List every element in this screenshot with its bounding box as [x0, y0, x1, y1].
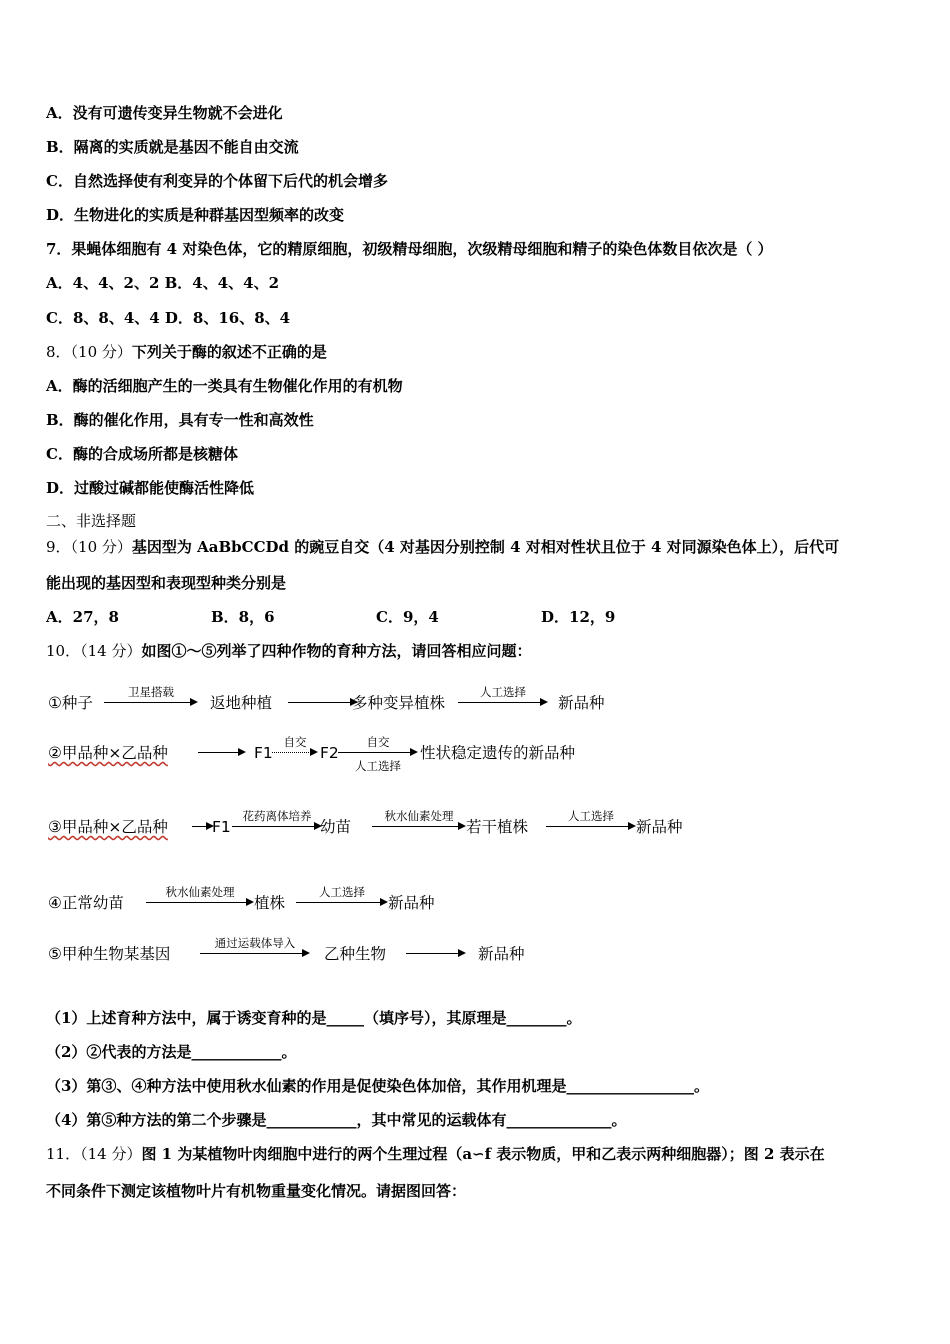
q8-option-b: B．酶的催化作用，具有专一性和高效性: [46, 411, 314, 429]
row1-node-variants: 多种变异植株: [352, 694, 446, 712]
row1-node-replant: 返地种植: [210, 694, 273, 712]
row5-node-gene: ⑤甲种生物某基因: [48, 945, 171, 963]
row4-node-seedling: ④正常幼苗: [48, 894, 124, 912]
row3-node-f1: F1: [212, 818, 231, 836]
row2-node-f2: F2: [320, 744, 339, 762]
q10-sub4: （4）第⑤种方法的第二个步骤是____________，其中常见的运载体有______________。: [46, 1111, 627, 1129]
q9-option-d: D．12，9: [541, 608, 616, 626]
q10-sub2: （2）②代表的方法是____________。: [46, 1043, 297, 1061]
row1-arrow-2: [288, 702, 358, 703]
row1-arrow-1: 卫星搭载: [104, 702, 198, 703]
q9-stem-line1: 基因型为 AaBbCCDd 的豌豆自交（4 对基因分别控制 4 对相对性状且位于 4 对同源染色体上），后代可: [131, 538, 840, 556]
q8-option-c: C．酶的合成场所都是核糖体: [46, 445, 238, 463]
row2-arrow-3: 自交 人工选择: [338, 752, 418, 753]
row2-node-stable-variety: 性状稳定遗传的新品种: [420, 744, 576, 762]
q10-stem: 如图①～⑤列举了四种作物的育种方法，请回答相应问题：: [141, 642, 532, 660]
q9-option-c: C．9，4: [376, 608, 439, 626]
q9-score: （10 分）: [70, 538, 132, 556]
q10-sub1: （1）上述育种方法中，属于诱变育种的是_____（填序号），其原理是________。: [46, 1009, 582, 1027]
q7-options-ab: A．4、4、2、2 B．4、4、4、2: [46, 274, 280, 292]
row3-arrow-2: 花药离体培养: [232, 826, 322, 827]
q9-options: [46, 607, 615, 627]
row5-arrow-2: [406, 953, 466, 954]
row1-node-new-variety: 新品种: [558, 694, 605, 712]
q8-option-d: D．过酸过碱都能使酶活性降低: [46, 479, 255, 497]
row5-arrow-1: 通过运载体导入: [200, 953, 310, 954]
row5-node-organism: 乙种生物: [324, 945, 387, 963]
q10-sub3: （3）第③、④种方法中使用秋水仙素的作用是促使染色体加倍，其作用机理是_________________。: [46, 1077, 709, 1095]
section-heading: 二、非选择题: [46, 512, 137, 530]
q9-option-b: B．8，6: [211, 608, 275, 626]
q8-score: （10 分）: [70, 343, 132, 361]
q6-option-d: D．生物进化的实质是种群基因型频率的改变: [46, 206, 345, 224]
q8-stem: 下列关于酶的叙述不正确的是: [131, 343, 327, 361]
row1-node-seed: ①种子: [48, 694, 93, 712]
row5-node-new-variety: 新品种: [478, 945, 525, 963]
q8-option-a: A．酶的活细胞产生的一类具有生物催化作用的有机物: [46, 377, 403, 395]
q7-options-cd: C．8、8、4、4 D．8、16、8、4: [46, 309, 291, 327]
row3-arrow-1: [192, 826, 214, 827]
q10-header: [46, 641, 531, 661]
q10-number: 10．: [46, 642, 81, 660]
q6-option-b: B．隔离的实质就是基因不能自由交流: [46, 138, 299, 156]
q6-option-c: C．自然选择使有利变异的个体留下后代的机会增多: [46, 172, 388, 190]
q11-score: （14 分）: [80, 1145, 142, 1163]
q6-option-a: A．没有可遗传变异生物就不会进化: [46, 104, 283, 122]
row3-node-plants: 若干植株: [466, 818, 529, 836]
row1-arrow-3: 人工选择: [458, 702, 548, 703]
q9-option-a: A．27，8: [46, 608, 119, 626]
row4-node-plant: 植株: [254, 894, 286, 912]
row2-arrow-2: 自交: [272, 752, 318, 753]
q11-number: 11．: [46, 1145, 81, 1163]
row4-arrow-2: 人工选择: [296, 902, 388, 903]
q7-stem: 7．果蝇体细胞有 4 对染色体，它的精原细胞，初级精母细胞，次级精母细胞和精子的染色体数目依次是（ ）: [46, 240, 773, 258]
row3-arrow-3: 秋水仙素处理: [372, 826, 466, 827]
row4-node-new-variety: 新品种: [388, 894, 435, 912]
q8-header: [46, 342, 327, 362]
row2-node-cross: ②甲品种×乙品种: [48, 744, 168, 762]
row3-node-seedling: 幼苗: [320, 818, 352, 836]
row2-node-f1: F1: [254, 744, 273, 762]
q10-score: （14 分）: [80, 642, 142, 660]
row3-node-cross: ③甲品种×乙品种: [48, 818, 168, 836]
q11-stem-line1: 图 1 为某植物叶肉细胞中进行的两个生理过程（a∽f 表示物质，甲和乙表示两种细胞器）；图 2 表示在: [141, 1145, 825, 1163]
row3-node-new-variety: 新品种: [636, 818, 683, 836]
row2-arrow-1: [198, 752, 246, 753]
row4-arrow-1: 秋水仙素处理: [146, 902, 254, 903]
q11-header: [46, 1144, 825, 1164]
q9-number: 9．: [46, 538, 71, 556]
row3-arrow-4: 人工选择: [546, 826, 636, 827]
q9-stem-line2: 能出现的基因型和表现型种类分别是: [46, 574, 287, 592]
q11-stem-line2: 不同条件下测定该植物叶片有机物重量变化情况。请据图回答：: [46, 1182, 467, 1200]
q8-number: 8．: [46, 343, 71, 361]
q9-header: [46, 537, 839, 557]
